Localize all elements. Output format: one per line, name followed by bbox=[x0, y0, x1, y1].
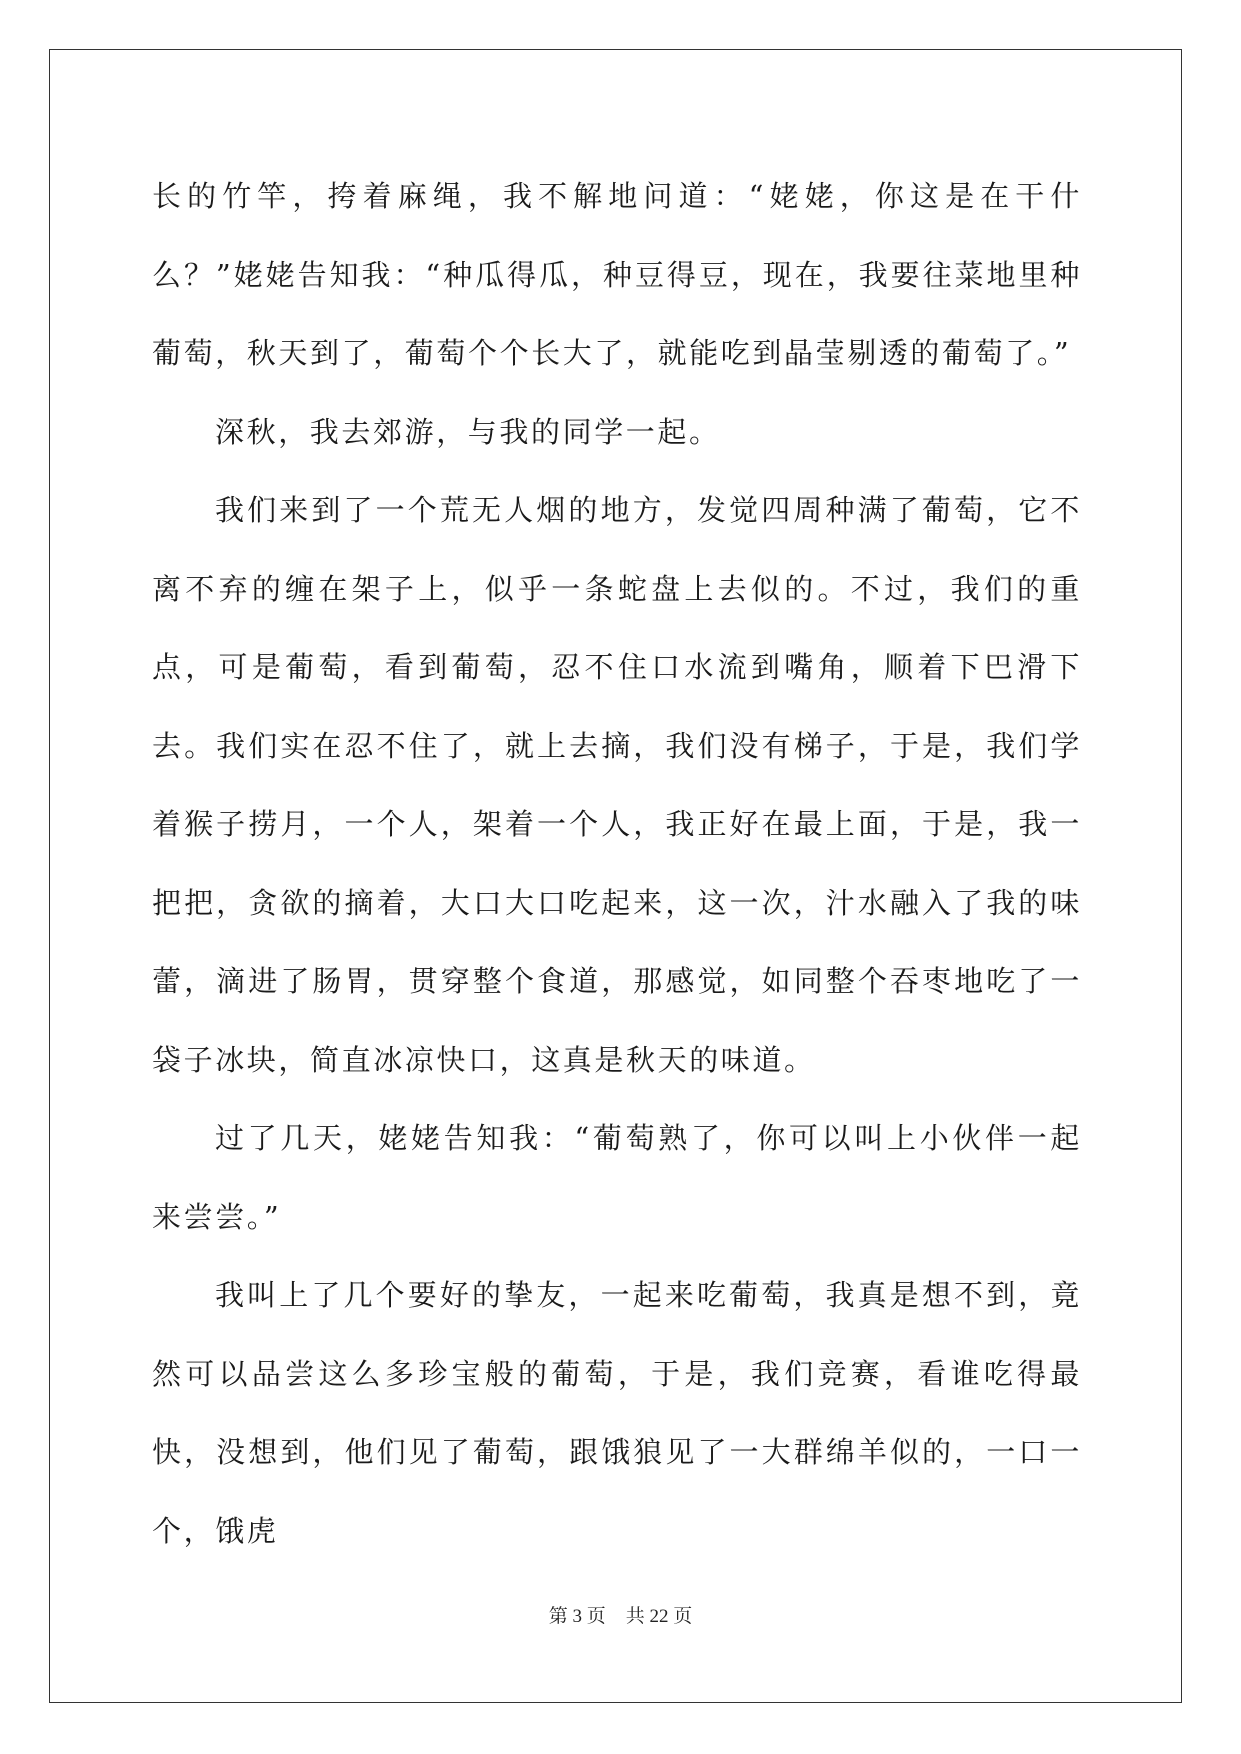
paragraph-2: 深秋，我去郊游，与我的同学一起。 bbox=[215, 414, 721, 449]
paragraph-5: 我叫上了几个要好的挚友，一起来吃葡萄，我真是想不到，竟然可以品尝这么多珍宝般的葡萄，于是，我们竞赛，看谁吃得最快，没想到，他们见了葡萄，跟饿狼见了一大群绵羊似的，一口一个，饿虎 bbox=[152, 1278, 1082, 1548]
paragraph-4: 过了几天，姥姥告知我：“葡萄熟了，你可以叫上小伙伴一起来尝尝。” bbox=[152, 1121, 1082, 1234]
page-total: 共 22 页 bbox=[625, 1606, 693, 1627]
paragraph-3: 我们来到了一个荒无人烟的地方，发觉四周种满了葡萄，它不离不弃的缠在架子上，似乎一条蛇盘上去似的。不过，我们的重点，可是葡萄，看到葡萄，忍不住口水流到嘴角，顺着下巴滑下去。我们实在忍不住了，就上去摘，我们没有梯子，于是，我们学着猴子捞月，一个人，架着一个人，我正好在最上面，于是，我一把把，贪欲的摘着，大口大口吃起来，这一次，汁水融入了我的味蕾，滴进了肠胃，贯穿整个食道，那感觉，如同整个吞枣地吃了一袋子冰块，简直冰凉快口，这真是秋天的味道。 bbox=[152, 493, 1082, 1077]
page-footer bbox=[0, 1601, 1241, 1628]
page-number: 第 3 页 bbox=[548, 1606, 606, 1627]
document-body bbox=[152, 157, 1082, 1570]
paragraph-1: 长的竹竿，挎着麻绳，我不解地问道：“姥姥，你这是在干什么？”姥姥告知我：“种瓜得瓜，种豆得豆，现在，我要往菜地里种葡萄，秋天到了，葡萄个个长大了，就能吃到晶莹剔透的葡萄了。” bbox=[152, 179, 1082, 370]
